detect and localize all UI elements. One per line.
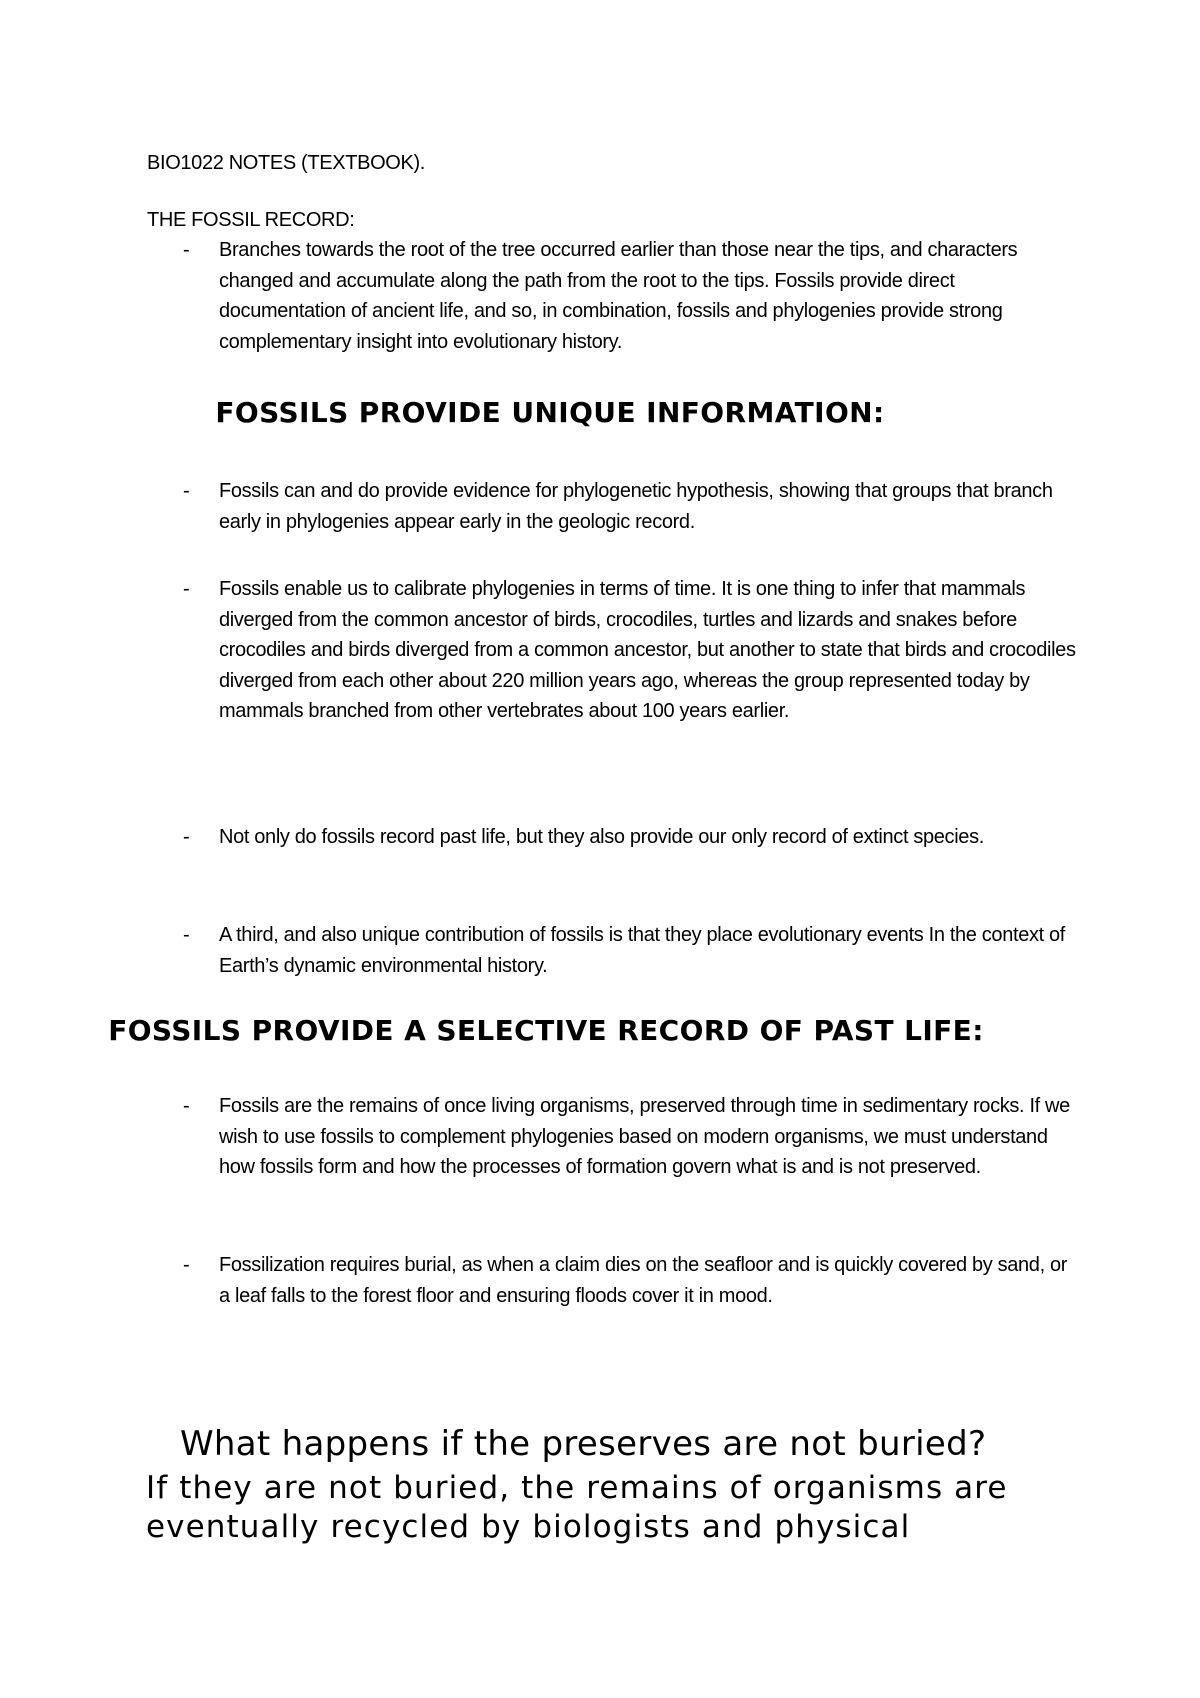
bullet-item xyxy=(183,822,1083,853)
document-title: BIO1022 NOTES (TEXTBOOK). xyxy=(147,152,425,174)
bullet-text: Fossilization requires burial, as when a claim dies on the seafloor and is quickly covered by sand, or a leaf falls to the forest floor and ensuring floods cover it in mood. xyxy=(219,1254,1068,1307)
bullet-item xyxy=(183,920,1083,981)
bullet-text: Branches towards the root of the tree occurred earlier than those near the tips, and characters changed and accumulate along the path from the root to the tips. Fossils provide direct documentation of ancient life, and so, in combination, fossils and phylogenies provide strong complementary insight into evolutionary history. xyxy=(219,239,1018,353)
bullet-text: Fossils can and do provide evidence for phylogenetic hypothesis, showing that groups that branch early in phylogenies appear early in the geologic record. xyxy=(219,480,1053,533)
bullet-marker: - xyxy=(183,924,190,946)
bullet-text: Not only do fossils record past life, but they also provide our only record of extinct species. xyxy=(219,826,984,848)
bullet-marker: - xyxy=(183,480,190,502)
bullet-item xyxy=(183,476,1083,537)
heading-selective-record: FOSSILS PROVIDE A SELECTIVE RECORD OF PAST LIFE: xyxy=(108,1014,984,1047)
bullet-marker: - xyxy=(183,578,190,600)
bullet-item xyxy=(183,1250,1083,1311)
bullet-marker: - xyxy=(183,1254,190,1276)
bullet-item xyxy=(183,1091,1083,1183)
bullet-marker: - xyxy=(183,826,190,848)
bullet-marker: - xyxy=(183,1095,190,1117)
bullet-item xyxy=(183,235,1083,357)
heading-unique-information: FOSSILS PROVIDE UNIQUE INFORMATION: xyxy=(215,396,885,429)
section-label-fossil-record: THE FOSSIL RECORD: xyxy=(147,209,355,231)
question-heading: What happens if the preserves are not buried? xyxy=(180,1424,987,1464)
bullet-text: Fossils enable us to calibrate phylogenies in terms of time. It is one thing to infer that mammals diverged from the common ancestor of birds, crocodiles, turtles and lizards and snakes before crocodiles and birds diverged from a common ancestor, but another to state that birds and crocodiles diverged from each other about 220 million years ago, whereas the group represented today by mammals branched from other vertebrates about 100 years earlier. xyxy=(219,578,1076,722)
bullet-text: Fossils are the remains of once living organisms, preserved through time in sedimentary rocks. If we wish to use fossils to complement phylogenies based on modern organisms, we must understand how fossils form and how the processes of formation govern what is and is not preserved. xyxy=(219,1095,1070,1178)
bullet-item xyxy=(183,574,1083,727)
bullet-text: A third, and also unique contribution of fossils is that they place evolutionary events In the context of Earth’s dynamic environmental history. xyxy=(219,924,1066,977)
answer-text: If they are not buried, the remains of organisms are eventually recycled by biologists and physical xyxy=(146,1470,1008,1545)
bullet-marker: - xyxy=(183,239,190,261)
